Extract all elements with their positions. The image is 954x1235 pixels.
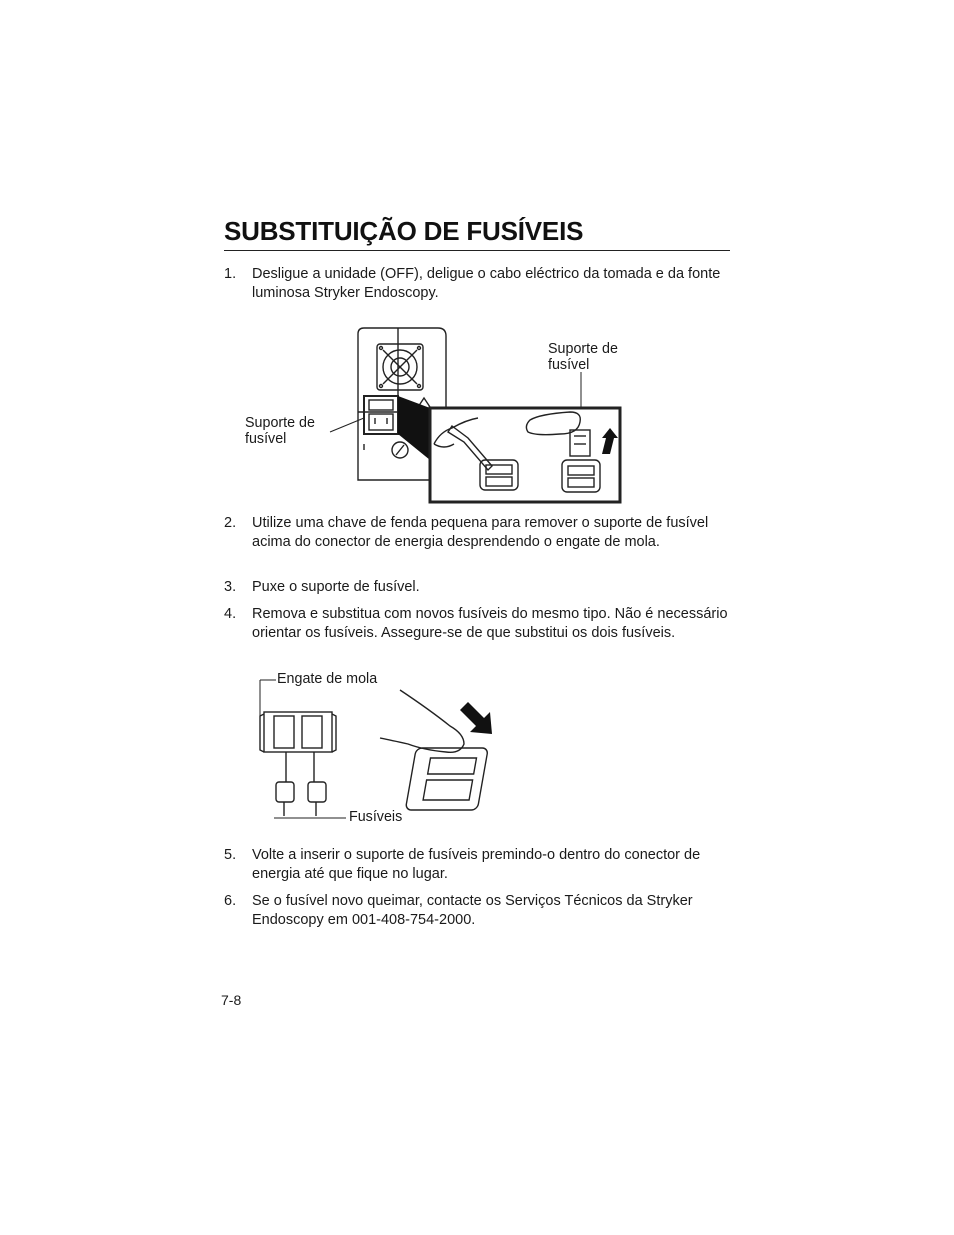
page-number: 7-8 (221, 992, 242, 1008)
step-1 (224, 265, 734, 302)
title-rule (224, 250, 730, 251)
step-number: 2. (224, 515, 237, 531)
page-title: SUBSTITUIÇÃO DE FUSÍVEIS (224, 216, 584, 246)
step-text: Puxe o suporte de fusível. (252, 579, 420, 595)
step-3 (224, 578, 734, 597)
fuse-left (276, 782, 294, 802)
step-5 (224, 846, 734, 883)
step-number: 1. (224, 266, 237, 282)
step-number: 3. (224, 579, 237, 595)
label-spring-clip: Engate de mola (277, 671, 378, 687)
fuse-right (308, 782, 326, 802)
connector-socket (405, 748, 488, 810)
step-text: Desligue a unidade (OFF), deligue o cabo eléctrico da tomada e da fonte luminosa Stryker Endoscopy. (252, 266, 721, 301)
step-number: 6. (224, 893, 237, 909)
arrow-down-right-icon (460, 702, 492, 734)
step-text: Remova e substitua com novos fusíveis do mesmo tipo. Não é necessário orientar os fusíveis. Assegure-se de que substitui os dois fusíveis. (252, 606, 728, 641)
step-number: 4. (224, 606, 237, 622)
step-text: Se o fusível novo queimar, contacte os Serviços Técnicos da Stryker Endoscopy em 001-408-754-2000. (252, 893, 693, 928)
label-fuse-holder-right (548, 342, 618, 373)
detail-frame (430, 408, 620, 502)
step-2 (224, 514, 734, 551)
label-line: Suporte de (245, 415, 315, 431)
label-line: Suporte de (548, 341, 618, 357)
figure-fuse-replacement (250, 670, 520, 830)
label-line: fusível (245, 430, 287, 447)
step-4 (224, 605, 734, 642)
finger-icon (380, 690, 464, 752)
label-line: fusível (548, 356, 590, 373)
step-text: Utilize uma chave de fenda pequena para remover o suporte de fusível acima do conector de energia desprendendo o engate de mola. (252, 515, 709, 550)
label-fuses: Fusíveis (349, 809, 403, 825)
step-number: 5. (224, 847, 237, 863)
label-fuse-holder-left (245, 416, 315, 447)
step-6 (224, 892, 734, 929)
step-text: Volte a inserir o suporte de fusíveis premindo-o dentro do conector de energia até que fique no lugar. (252, 847, 701, 882)
